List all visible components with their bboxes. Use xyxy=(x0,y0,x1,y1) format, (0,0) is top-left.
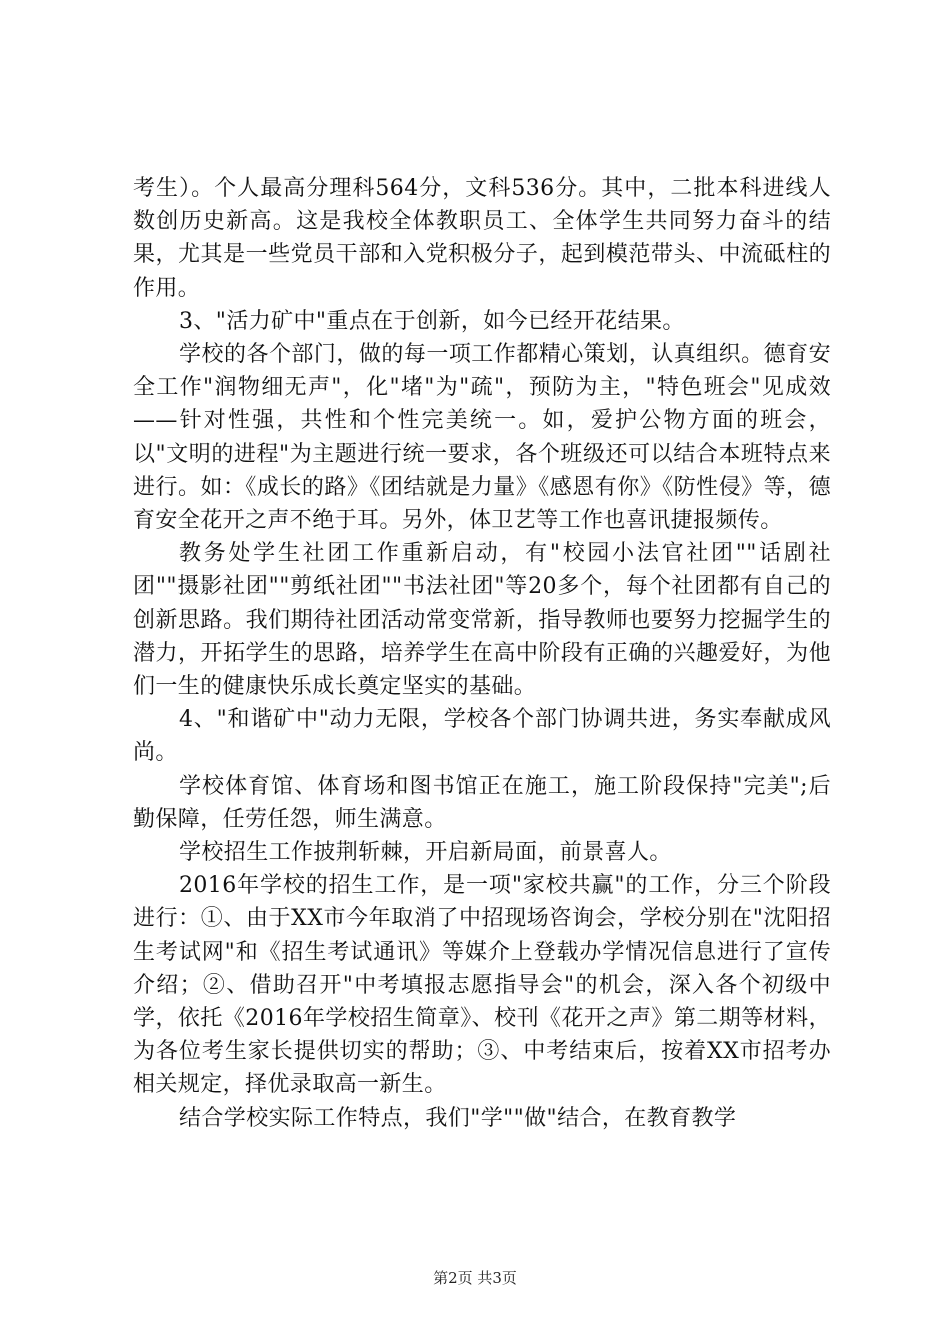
paragraph-4: 教务处学生社团工作重新启动，有"校园小法官社团""话剧社团""摄影社团""剪纸社团""书法社团"等20多个，每个社团都有自己的创新思路。我们期待社团活动常变常新，指导教师也要努力挖掘学生的潜力，开拓学生的思路，培养学生在高中阶段有正确的兴趣爱好，为他们一生的健康快乐成长奠定坚实的基础。 xyxy=(133,541,831,700)
paragraph-6: 学校体育馆、体育场和图书馆正在施工，施工阶段保持"完美";后勤保障，任劳任怨，师生满意。 xyxy=(133,773,831,832)
paragraph-5: 4、"和谐矿中"动力无限，学校各个部门协调共进，务实奉献成风尚。 xyxy=(133,707,831,766)
paragraph-9: 结合学校实际工作特点，我们"学""做"结合，在教育教学 xyxy=(179,1105,737,1131)
paragraph-1: 考生）。个人最高分理科564分，文科536分。其中，二批本科进线人数创历史新高。这是我校全体教职员工、全体学生共同努力奋斗的结果，尤其是一些党员干部和入党积极分子，起到模范带头、中流砥柱的作用。 xyxy=(133,176,831,301)
page-number-footer: 第2页 共3页 xyxy=(433,1269,517,1287)
paragraph-3: 学校的各个部门，做的每一项工作都精心策划，认真组织。德育安全工作"润物细无声"，化"堵"为"疏"，预防为主，"特色班会"见成效——针对性强，共性和个性完美统一。如，爱护公物方面的班会，以"文明的进程"为主题进行统一要求，各个班级还可以结合本班特点来进行。如：《成长的路》《团结就是力量》《感恩有你》《防性侵》等，德育安全花开之声不绝于耳。另外，体卫艺等工作也喜讯捷报频传。 xyxy=(133,342,831,534)
paragraph-7: 学校招生工作披荆斩棘，开启新局面，前景喜人。 xyxy=(179,840,672,866)
paragraph-8: 2016年学校的招生工作，是一项"家校共赢"的工作，分三个阶段进行：①、由于XX市今年取消了中招现场咨询会，学校分别在"沈阳招生考试网"和《招生考试通讯》等媒介上登载办学情况信息进行了宣传介绍；②、借助召开"中考填报志愿指导会"的机会，深入各个初级中学，依托《2016年学校招生简章》、校刊《花开之声》第二期等材料，为各位考生家长提供切实的帮助；③、中考结束后，按着XX市招考办相关规定，择优录取高一新生。 xyxy=(133,873,831,1098)
document-body xyxy=(133,172,831,1135)
paragraph-2: 3、"活力矿中"重点在于创新，如今已经开花结果。 xyxy=(179,308,685,334)
